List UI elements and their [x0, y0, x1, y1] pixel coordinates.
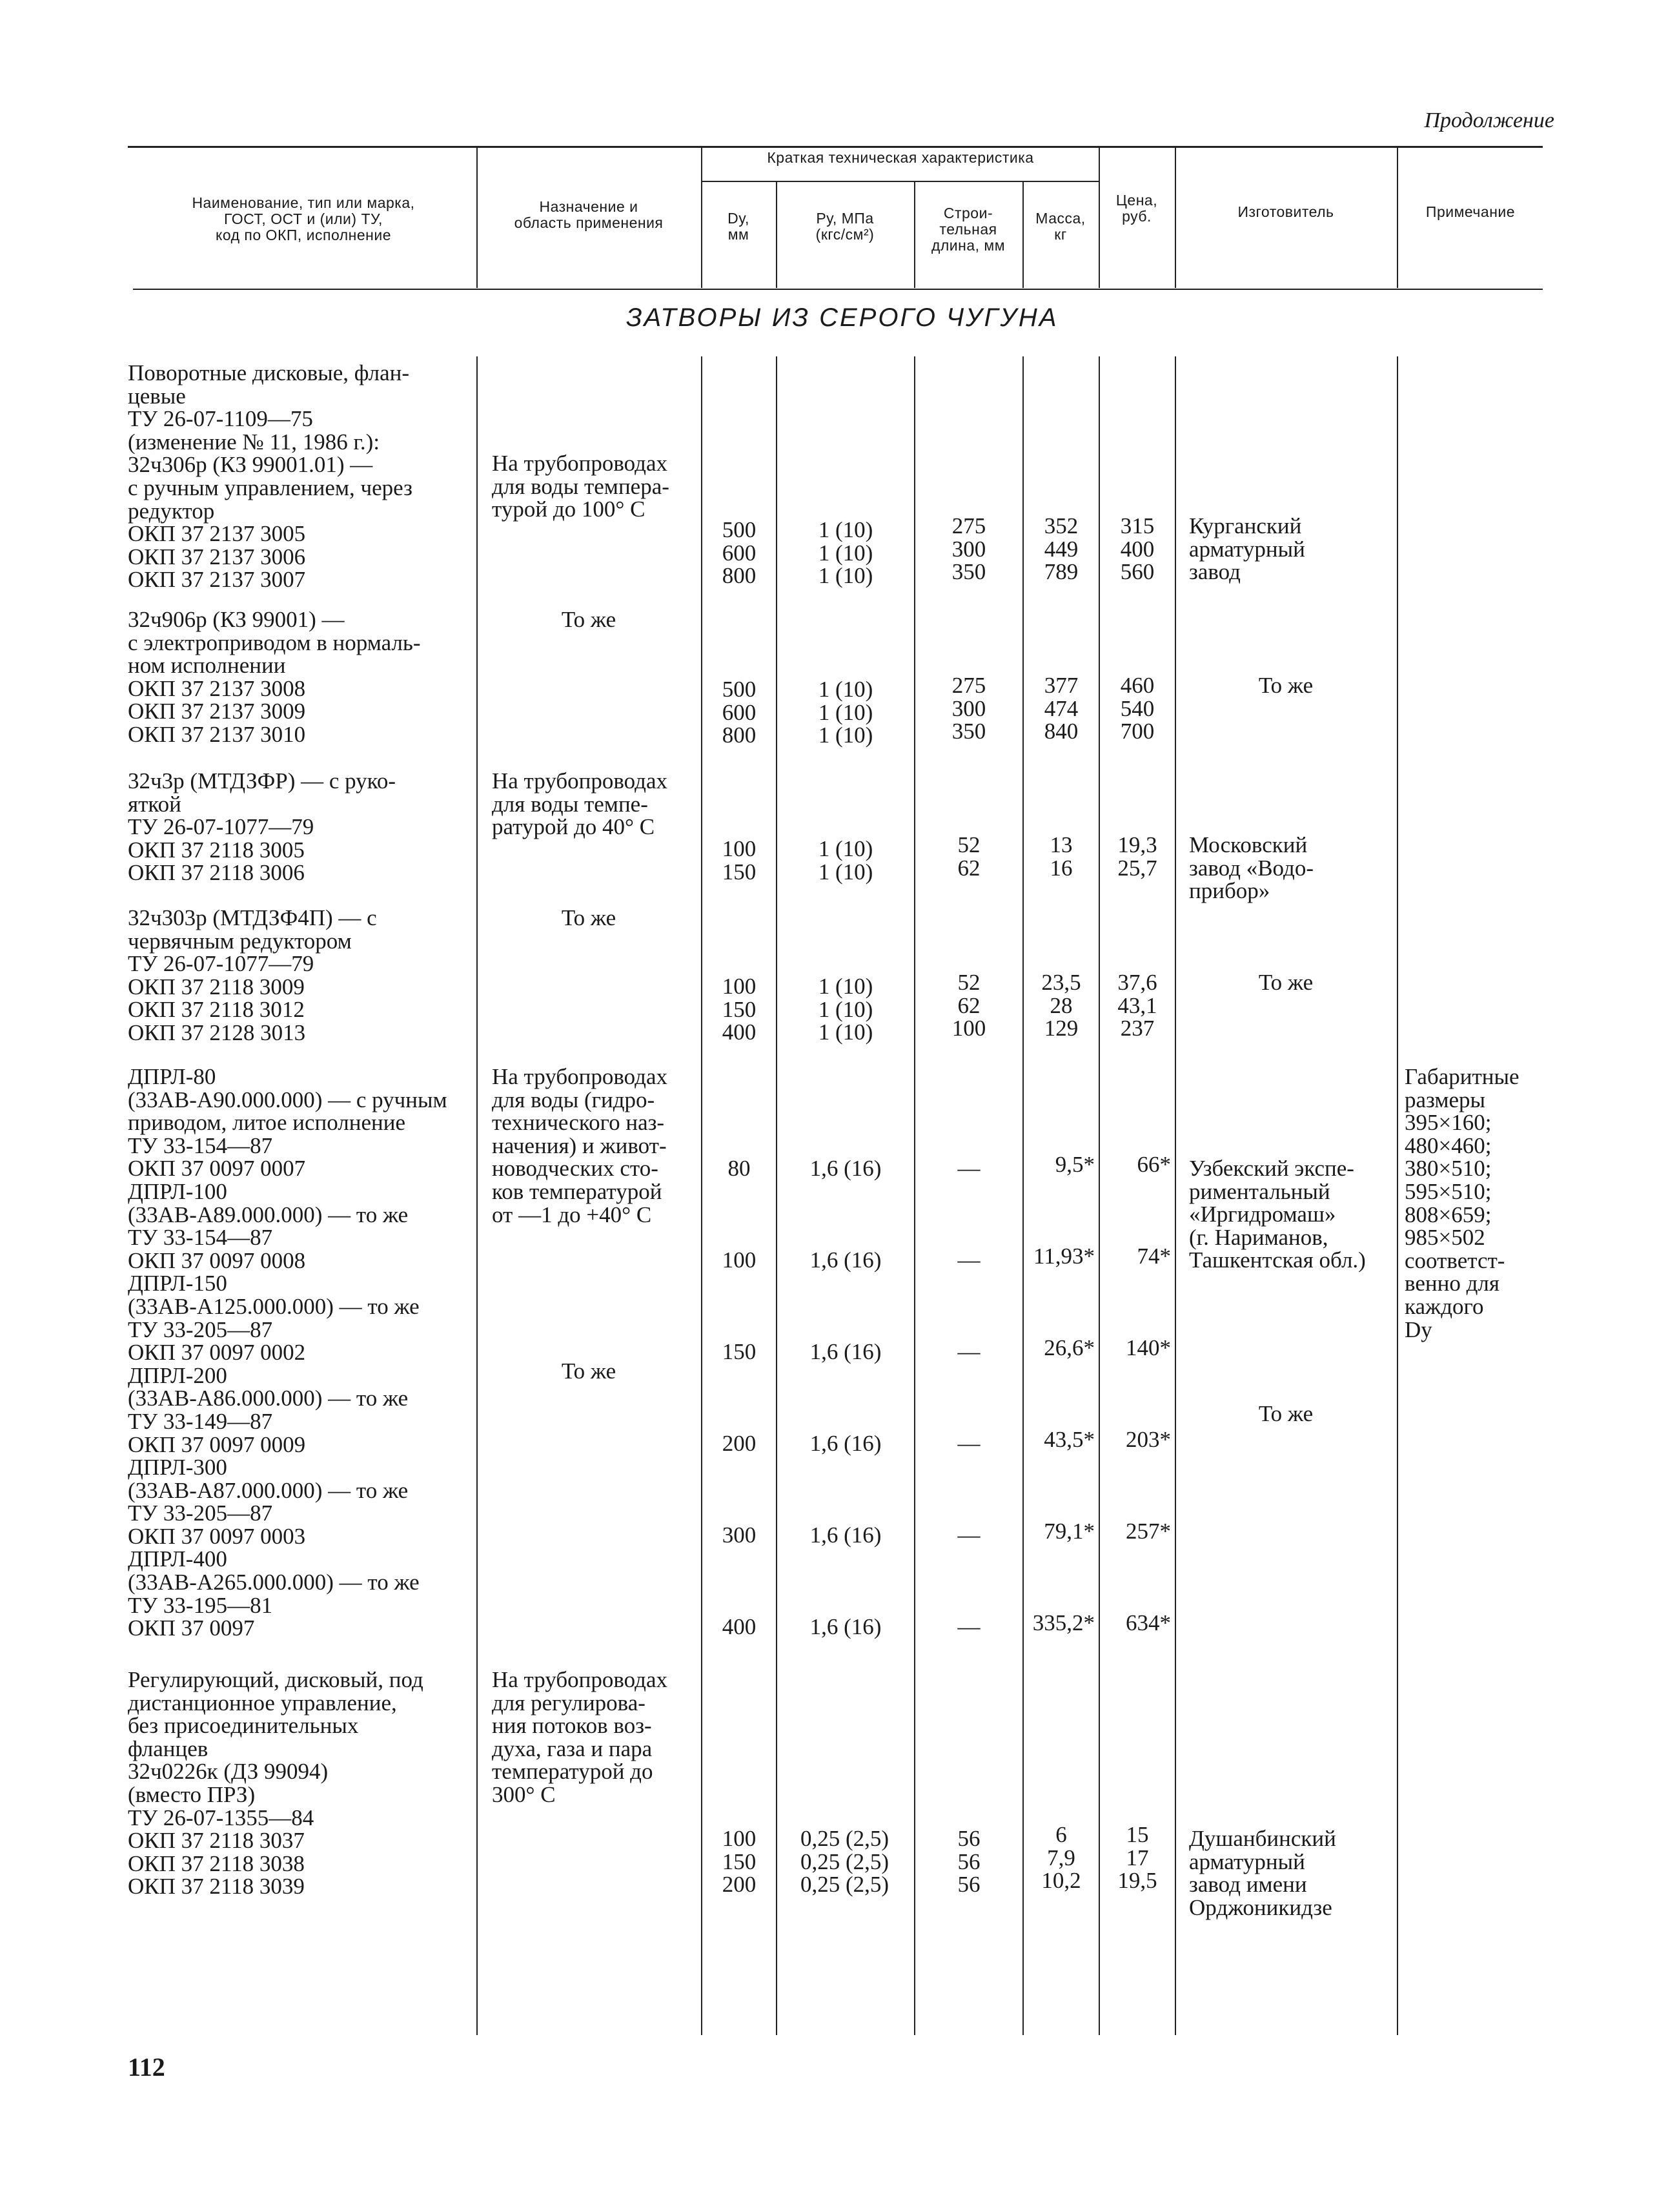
item-mass: 23,5 28 129	[1041, 970, 1081, 1041]
header-divider	[476, 147, 478, 288]
item-py: 0,25 (2,5) 0,25 (2,5) 0,25 (2,5)	[800, 1826, 889, 1898]
header-col-dy: Dу, мм	[727, 210, 749, 243]
header-bottom-rule	[133, 289, 1543, 290]
table-row-py: 1,6 (16)	[809, 1247, 882, 1273]
column-divider	[701, 356, 702, 2035]
table-row-length: —	[957, 1614, 981, 1639]
item-price: 19,3 25,7	[1117, 832, 1157, 881]
item-price: 460 540 700	[1120, 673, 1155, 744]
header-col-py: Pу, МПа (кгс/см²)	[815, 210, 875, 243]
table-row-price: 140*	[1126, 1335, 1171, 1360]
column-divider	[1397, 356, 1398, 2035]
item-length: 52 62	[957, 832, 981, 881]
table-row-dy: 150	[722, 1339, 757, 1364]
table-row-mass: 79,1*	[1044, 1519, 1095, 1544]
table-row-dy: 200	[722, 1431, 757, 1456]
item-dy: 100 150	[722, 836, 757, 885]
header-col-note: Примечание	[1425, 203, 1516, 220]
table-row-dy: 300	[722, 1522, 757, 1548]
item-maker: То же	[1258, 673, 1314, 698]
item-name: Поворотные дисковые, флан- цевые ТУ 26-07-1109—75 (изменение № 11, 1986 г.): 32ч306р (КЗ 99001.01) — с ручным управлением, через редуктор ОКП 37 2137 3005 ОКП 37 2137 3006 ОКП 37 2137 3007	[128, 360, 412, 593]
header-col-name: Наименование, тип или марка, ГОСТ, ОСТ и (или) ТУ, код по ОКП, исполнение	[192, 194, 415, 243]
table-row-price: 257*	[1126, 1519, 1171, 1544]
column-divider	[776, 356, 777, 2035]
section-title: ЗАТВОРЫ ИЗ СЕРОГО ЧУГУНА	[626, 303, 1059, 332]
table-row-length: —	[957, 1156, 981, 1181]
item-purpose: На трубопроводах для регулирова- ния потоков воз- духа, газа и пара температурой до 300° С	[492, 1667, 668, 1807]
table-row-dy: 100	[722, 1247, 757, 1273]
header-group-title: Краткая техническая характеристика	[767, 149, 1034, 166]
item-dy: 100 150 200	[722, 1826, 757, 1898]
column-divider	[1099, 356, 1100, 2035]
item-purpose: То же	[561, 905, 616, 930]
item-mass: 13 16	[1050, 832, 1073, 881]
table-row-dy: 80	[727, 1156, 751, 1181]
item-length: 56 56 56	[957, 1826, 981, 1898]
item-purpose: На трубопроводах для воды (гидро- технического наз- начения) и живот- новодческих сто- ков температурой от —1 до +40° С	[492, 1064, 668, 1227]
item-length: 275 300 350	[951, 673, 986, 744]
table-row-py: 1,6 (16)	[809, 1522, 882, 1548]
item-name: 32ч303р (МТДЗФ4П) — с червячным редуктором ТУ 26-07-1077—79 ОКП 37 2118 3009 ОКП 37 2118 3012 ОКП 37 2128 3013	[128, 905, 377, 1045]
column-divider	[1022, 356, 1024, 2035]
item-mass: 352 449 789	[1044, 513, 1079, 585]
table-row-mass: 26,6*	[1044, 1335, 1095, 1360]
item-length: 275 300 350	[951, 513, 986, 585]
item-py: 1 (10) 1 (10)	[818, 836, 873, 885]
item-name: ДПРЛ-80 (33АВ-А90.000.000) — с ручным приводом, литое исполнение ТУ 33-154—87 ОКП 37 0097 0007 ДПРЛ-100 (33АВ-А89.000.000) — то же ТУ 33-154—87 ОКП 37 0097 0008 ДПРЛ-150 (33АВ-А125.000.000) — то же ТУ 33-205—87 ОКП 37 0097 0002 ДПРЛ-200 (33АВ-А86.000.000) — то же ТУ 33-149—87 ОКП 37 0097 0009 ДПРЛ-300 (33АВ-А87.000.000) — то же ТУ 33-205—87 ОКП 37 0097 0003 ДПРЛ-400 (33АВ-А265.000.000) — то же ТУ 33-195—81 ОКП 37 0097	[128, 1064, 447, 1641]
table-row-mass: 9,5*	[1055, 1152, 1095, 1177]
header-col-price: Цена, руб.	[1115, 192, 1158, 225]
item-note: Габаритные размеры 395×160; 480×460; 380×510; 595×510; 808×659; 985×502 соответст- венно для каждого Dу	[1405, 1064, 1519, 1342]
table-row-length: —	[957, 1339, 981, 1364]
table-row-py: 1,6 (16)	[809, 1431, 882, 1456]
column-divider	[1175, 356, 1176, 2035]
item-price: 315 400 560	[1120, 513, 1155, 585]
header-col-maker: Изготовитель	[1237, 203, 1334, 220]
item-maker: Курганский арматурный завод	[1189, 513, 1305, 585]
item-maker: Московский завод «Водо- прибор»	[1189, 832, 1314, 904]
header-col-length: Строи- тельная длина, мм	[931, 205, 1006, 254]
item-price: 15 17 19,5	[1117, 1822, 1157, 1894]
table-row-mass: 11,93*	[1033, 1244, 1095, 1269]
item-maker: То же	[1258, 970, 1314, 995]
item-dy: 100 150 400	[722, 974, 757, 1045]
column-divider	[914, 356, 915, 2035]
item-length: 52 62 100	[951, 970, 986, 1041]
table-row-dy: 400	[722, 1614, 757, 1639]
table-row-price: 634*	[1126, 1610, 1171, 1635]
item-mass: 6 7,9 10,2	[1041, 1822, 1081, 1894]
header-col-mass: Масса, кг	[1035, 210, 1086, 243]
item-purpose: На трубопроводах для воды темпе- ратурой до 40° С	[492, 768, 668, 840]
table-row-mass: 43,5*	[1044, 1427, 1095, 1452]
table-row-price: 74*	[1137, 1244, 1171, 1269]
item-purpose: То же	[561, 607, 616, 632]
item-py: 1 (10) 1 (10) 1 (10)	[818, 974, 873, 1045]
item-name: 32ч3р (МТДЗФР) — с руко- яткой ТУ 26-07-1077—79 ОКП 37 2118 3005 ОКП 37 2118 3006	[128, 768, 396, 886]
item-py: 1 (10) 1 (10) 1 (10)	[818, 677, 873, 748]
table-row-mass: 335,2*	[1032, 1610, 1095, 1635]
table-row-price: 66*	[1137, 1152, 1171, 1177]
table-row-py: 1,6 (16)	[809, 1156, 882, 1181]
table-row-price: 203*	[1126, 1427, 1171, 1452]
item-price: 37,6 43,1 237	[1117, 970, 1157, 1041]
table-row-length: —	[957, 1247, 981, 1273]
item-py: 1 (10) 1 (10) 1 (10)	[818, 517, 873, 589]
item-purpose: На трубопроводах для воды темпера- турой до 100° С	[492, 451, 669, 522]
table-row-length: —	[957, 1431, 981, 1456]
group-rule	[701, 181, 1099, 182]
item-dy: 500 600 800	[722, 677, 757, 748]
table-top-rule	[128, 146, 1543, 148]
item-maker-same: То же	[1258, 1401, 1314, 1426]
item-maker: Душанбинский арматурный завод имени Орджоникидзе	[1189, 1826, 1336, 1920]
column-divider	[476, 356, 478, 2035]
item-mass: 377 474 840	[1044, 673, 1079, 744]
page-number: 112	[128, 2053, 165, 2082]
item-name: Регулирующий, дисковый, под дистанционное управление, без присоединительных фланцев 32ч0226к (ДЗ 99094) (вместо ПРЗ) ТУ 26-07-1355—84 ОКП 37 2118 3037 ОКП 37 2118 3038 ОКП 37 2118 3039	[128, 1667, 423, 1900]
continuation-label: Продолжение	[1424, 108, 1554, 132]
item-purpose-same: То же	[561, 1358, 616, 1384]
header-col-purpose: Назначение и область применения	[514, 198, 664, 231]
item-name: 32ч906р (КЗ 99001) — с электроприводом в нормаль- ном исполнении ОКП 37 2137 3008 ОКП 37 2137 3009 ОКП 37 2137 3010	[128, 607, 421, 747]
item-dy: 500 600 800	[722, 517, 757, 589]
table-row-py: 1,6 (16)	[809, 1614, 882, 1639]
item-maker: Узбекский экспе- риментальный «Иргидромаш» (г. Нариманов, Ташкентская обл.)	[1189, 1156, 1366, 1273]
table-row-length: —	[957, 1522, 981, 1548]
table-row-py: 1,6 (16)	[809, 1339, 882, 1364]
